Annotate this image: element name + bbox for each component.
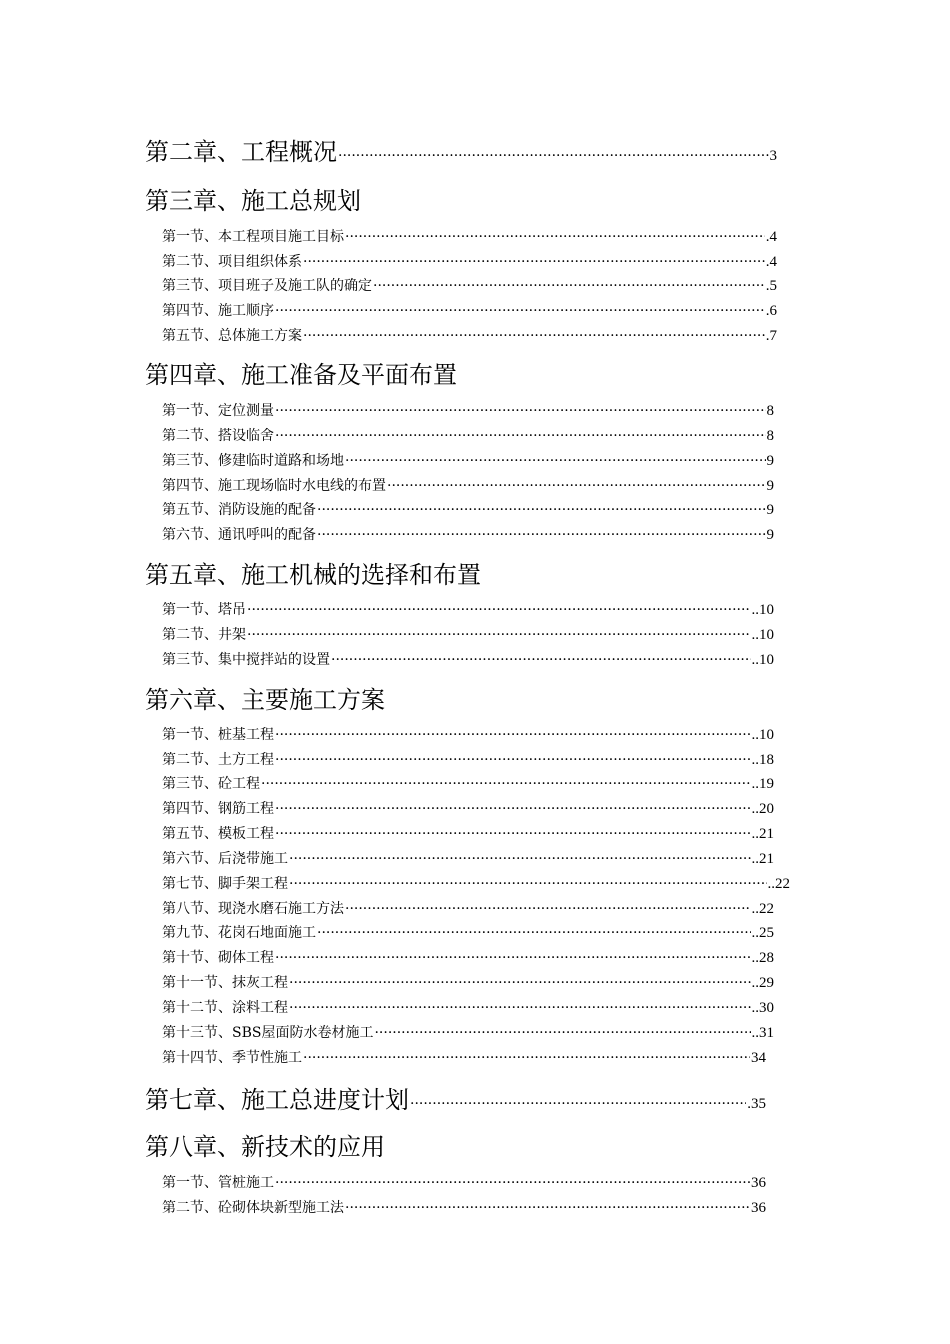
toc-section-entry xyxy=(162,300,777,322)
toc-title: 第三节、修建临时道路和场地 xyxy=(162,453,344,469)
dot-leader xyxy=(387,475,766,497)
toc-page-number: ..31 xyxy=(751,1025,774,1041)
toc-section-entry xyxy=(162,1172,766,1194)
toc-title: 第三节、砼工程 xyxy=(162,776,260,792)
dot-leader xyxy=(345,1197,750,1219)
toc-section-entry xyxy=(162,599,774,621)
dot-leader xyxy=(373,275,765,297)
toc-page-number: 9 xyxy=(766,502,774,518)
toc-title: 第四节、施工顺序 xyxy=(162,303,274,319)
toc-section-entry xyxy=(162,624,774,646)
toc-page-number: ..10 xyxy=(751,652,774,668)
toc-title: 第二节、井架 xyxy=(162,627,246,643)
toc-section-entry xyxy=(162,649,774,671)
toc-section-entry xyxy=(162,798,774,820)
toc-chapter-heading xyxy=(145,184,777,218)
toc-page-number: 3 xyxy=(769,148,777,164)
dot-leader xyxy=(317,922,751,944)
dot-leader xyxy=(289,873,767,895)
toc-page-number: 9 xyxy=(766,453,774,469)
toc-page-number: .7 xyxy=(765,328,777,344)
toc-title: 第四章、施工准备及平面布置 xyxy=(145,361,457,389)
toc-page-number: ..21 xyxy=(751,851,774,867)
toc-title: 第一节、塔吊 xyxy=(162,602,246,618)
toc-page-number: ..22 xyxy=(767,876,790,892)
toc-section-entry xyxy=(162,400,774,422)
toc-title: 第二节、砼砌体块新型施工法 xyxy=(162,1200,344,1216)
dot-leader xyxy=(303,251,765,273)
toc-page-number: 36 xyxy=(751,1175,766,1191)
toc-page-number: 8 xyxy=(766,428,774,444)
toc-page-number: ..25 xyxy=(751,925,774,941)
toc-title: 第一节、本工程项目施工目标 xyxy=(162,229,344,245)
toc-title: 第三章、施工总规划 xyxy=(145,187,361,215)
toc-page-number: ..10 xyxy=(751,602,774,618)
toc-title: 第六节、通讯呼叫的配备 xyxy=(162,527,316,543)
toc-page-number: 9 xyxy=(766,527,774,543)
toc-page-number: .5 xyxy=(765,278,777,294)
dot-leader xyxy=(374,1022,750,1044)
toc-page-number: .6 xyxy=(765,303,777,319)
dot-leader xyxy=(275,1172,750,1194)
toc-title: 第一节、管桩施工 xyxy=(162,1175,274,1191)
toc-chapter-entry xyxy=(145,1083,766,1117)
toc-title: 第二章、工程概况 xyxy=(145,138,337,166)
toc-title: 第五节、模板工程 xyxy=(162,826,274,842)
toc-section-entry xyxy=(162,226,777,248)
toc-page-number: ..20 xyxy=(751,801,774,817)
dot-leader xyxy=(345,226,765,248)
toc-title: 第十一节、抹灰工程 xyxy=(162,975,288,991)
dot-leader xyxy=(410,1087,746,1117)
toc-section-entry xyxy=(162,275,777,297)
toc-section-entry xyxy=(162,1022,774,1044)
toc-page-number: ..21 xyxy=(751,826,774,842)
dot-leader xyxy=(317,524,766,546)
dot-leader xyxy=(275,300,765,322)
toc-section-entry xyxy=(162,724,774,746)
toc-page-number: ..10 xyxy=(751,727,774,743)
dot-leader xyxy=(275,823,751,845)
toc-title: 第十节、砌体工程 xyxy=(162,950,274,966)
dot-leader xyxy=(331,649,751,671)
toc-section-entry xyxy=(162,972,774,994)
dot-leader xyxy=(275,749,751,771)
toc-title: 第八章、新技术的应用 xyxy=(145,1133,385,1161)
toc-page-number: ..28 xyxy=(751,950,774,966)
toc-title: 第一节、定位测量 xyxy=(162,403,274,419)
toc-title: 第三节、集中搅拌站的设置 xyxy=(162,652,330,668)
toc-title: 第四节、钢筋工程 xyxy=(162,801,274,817)
toc-page-number: 34 xyxy=(751,1050,766,1066)
toc-title: 第五节、总体施工方案 xyxy=(162,328,302,344)
toc-chapter-heading xyxy=(145,558,777,592)
toc-title: 第七节、脚手架工程 xyxy=(162,876,288,892)
toc-title: 第五章、施工机械的选择和布置 xyxy=(145,561,481,589)
toc-page-number: .35 xyxy=(747,1096,766,1112)
toc-section-entry xyxy=(162,848,774,870)
toc-page-number: 36 xyxy=(751,1200,766,1216)
toc-chapter-entry xyxy=(145,135,777,169)
toc-section-entry xyxy=(162,1047,766,1069)
dot-leader xyxy=(275,425,766,447)
toc-section-entry xyxy=(162,475,774,497)
dot-leader xyxy=(275,400,766,422)
toc-title: 第五节、消防设施的配备 xyxy=(162,502,316,518)
dot-leader xyxy=(289,972,751,994)
toc-page-number: ..30 xyxy=(751,1000,774,1016)
dot-leader xyxy=(261,773,751,795)
toc-section-entry xyxy=(162,1197,766,1219)
toc-title: 第四节、施工现场临时水电线的布置 xyxy=(162,478,386,494)
toc-section-entry xyxy=(162,898,774,920)
toc-section-entry xyxy=(162,773,774,795)
dot-leader xyxy=(345,450,766,472)
toc-title: 第十二节、涂料工程 xyxy=(162,1000,288,1016)
toc-title: 第三节、项目班子及施工队的确定 xyxy=(162,278,372,294)
toc-title: 第二节、搭设临舍 xyxy=(162,428,274,444)
dot-leader xyxy=(275,798,751,820)
toc-section-entry xyxy=(162,450,774,472)
toc-title: 第十三节、SBS屋面防水卷材施工 xyxy=(162,1025,374,1041)
toc-title: 第九节、花岗石地面施工 xyxy=(162,925,316,941)
toc-section-entry xyxy=(162,873,790,895)
toc-section-entry xyxy=(162,251,777,273)
toc-section-entry xyxy=(162,749,774,771)
toc-page-number: .4 xyxy=(765,254,777,270)
toc-section-entry xyxy=(162,325,777,347)
toc-section-entry xyxy=(162,823,774,845)
toc-title: 第一节、桩基工程 xyxy=(162,727,274,743)
dot-leader xyxy=(317,499,766,521)
toc-section-entry xyxy=(162,499,774,521)
toc-chapter-heading xyxy=(145,1130,777,1164)
toc-title: 第十四节、季节性施工 xyxy=(162,1050,302,1066)
toc-title: 第七章、施工总进度计划 xyxy=(145,1086,409,1114)
toc-section-entry xyxy=(162,922,774,944)
dot-leader xyxy=(275,947,751,969)
dot-leader xyxy=(303,1047,750,1069)
toc-title: 第二节、土方工程 xyxy=(162,752,274,768)
dot-leader xyxy=(275,724,751,746)
toc-page-number: ..18 xyxy=(751,752,774,768)
toc-title: 第八节、现浇水磨石施工方法 xyxy=(162,901,344,917)
dot-leader xyxy=(289,848,751,870)
toc-title: 第二节、项目组织体系 xyxy=(162,254,302,270)
toc-page-number: ..19 xyxy=(751,776,774,792)
toc-section-entry xyxy=(162,524,774,546)
toc-page-number: .4 xyxy=(765,229,777,245)
dot-leader xyxy=(338,139,769,169)
toc-section-entry xyxy=(162,425,774,447)
toc-page-number: ..22 xyxy=(751,901,774,917)
toc-page-number: 8 xyxy=(766,403,774,419)
toc-section-entry xyxy=(162,997,774,1019)
dot-leader xyxy=(247,599,751,621)
toc-title: 第六节、后浇带施工 xyxy=(162,851,288,867)
toc-title: 第六章、主要施工方案 xyxy=(145,686,385,714)
toc-section-entry xyxy=(162,947,774,969)
dot-leader xyxy=(345,898,751,920)
dot-leader xyxy=(303,325,765,347)
toc-page-number: 9 xyxy=(766,478,774,494)
dot-leader xyxy=(289,997,751,1019)
toc-page-number: ..29 xyxy=(751,975,774,991)
toc-chapter-heading xyxy=(145,358,777,392)
toc-page-number: ..10 xyxy=(751,627,774,643)
toc-chapter-heading xyxy=(145,683,777,717)
dot-leader xyxy=(247,624,751,646)
